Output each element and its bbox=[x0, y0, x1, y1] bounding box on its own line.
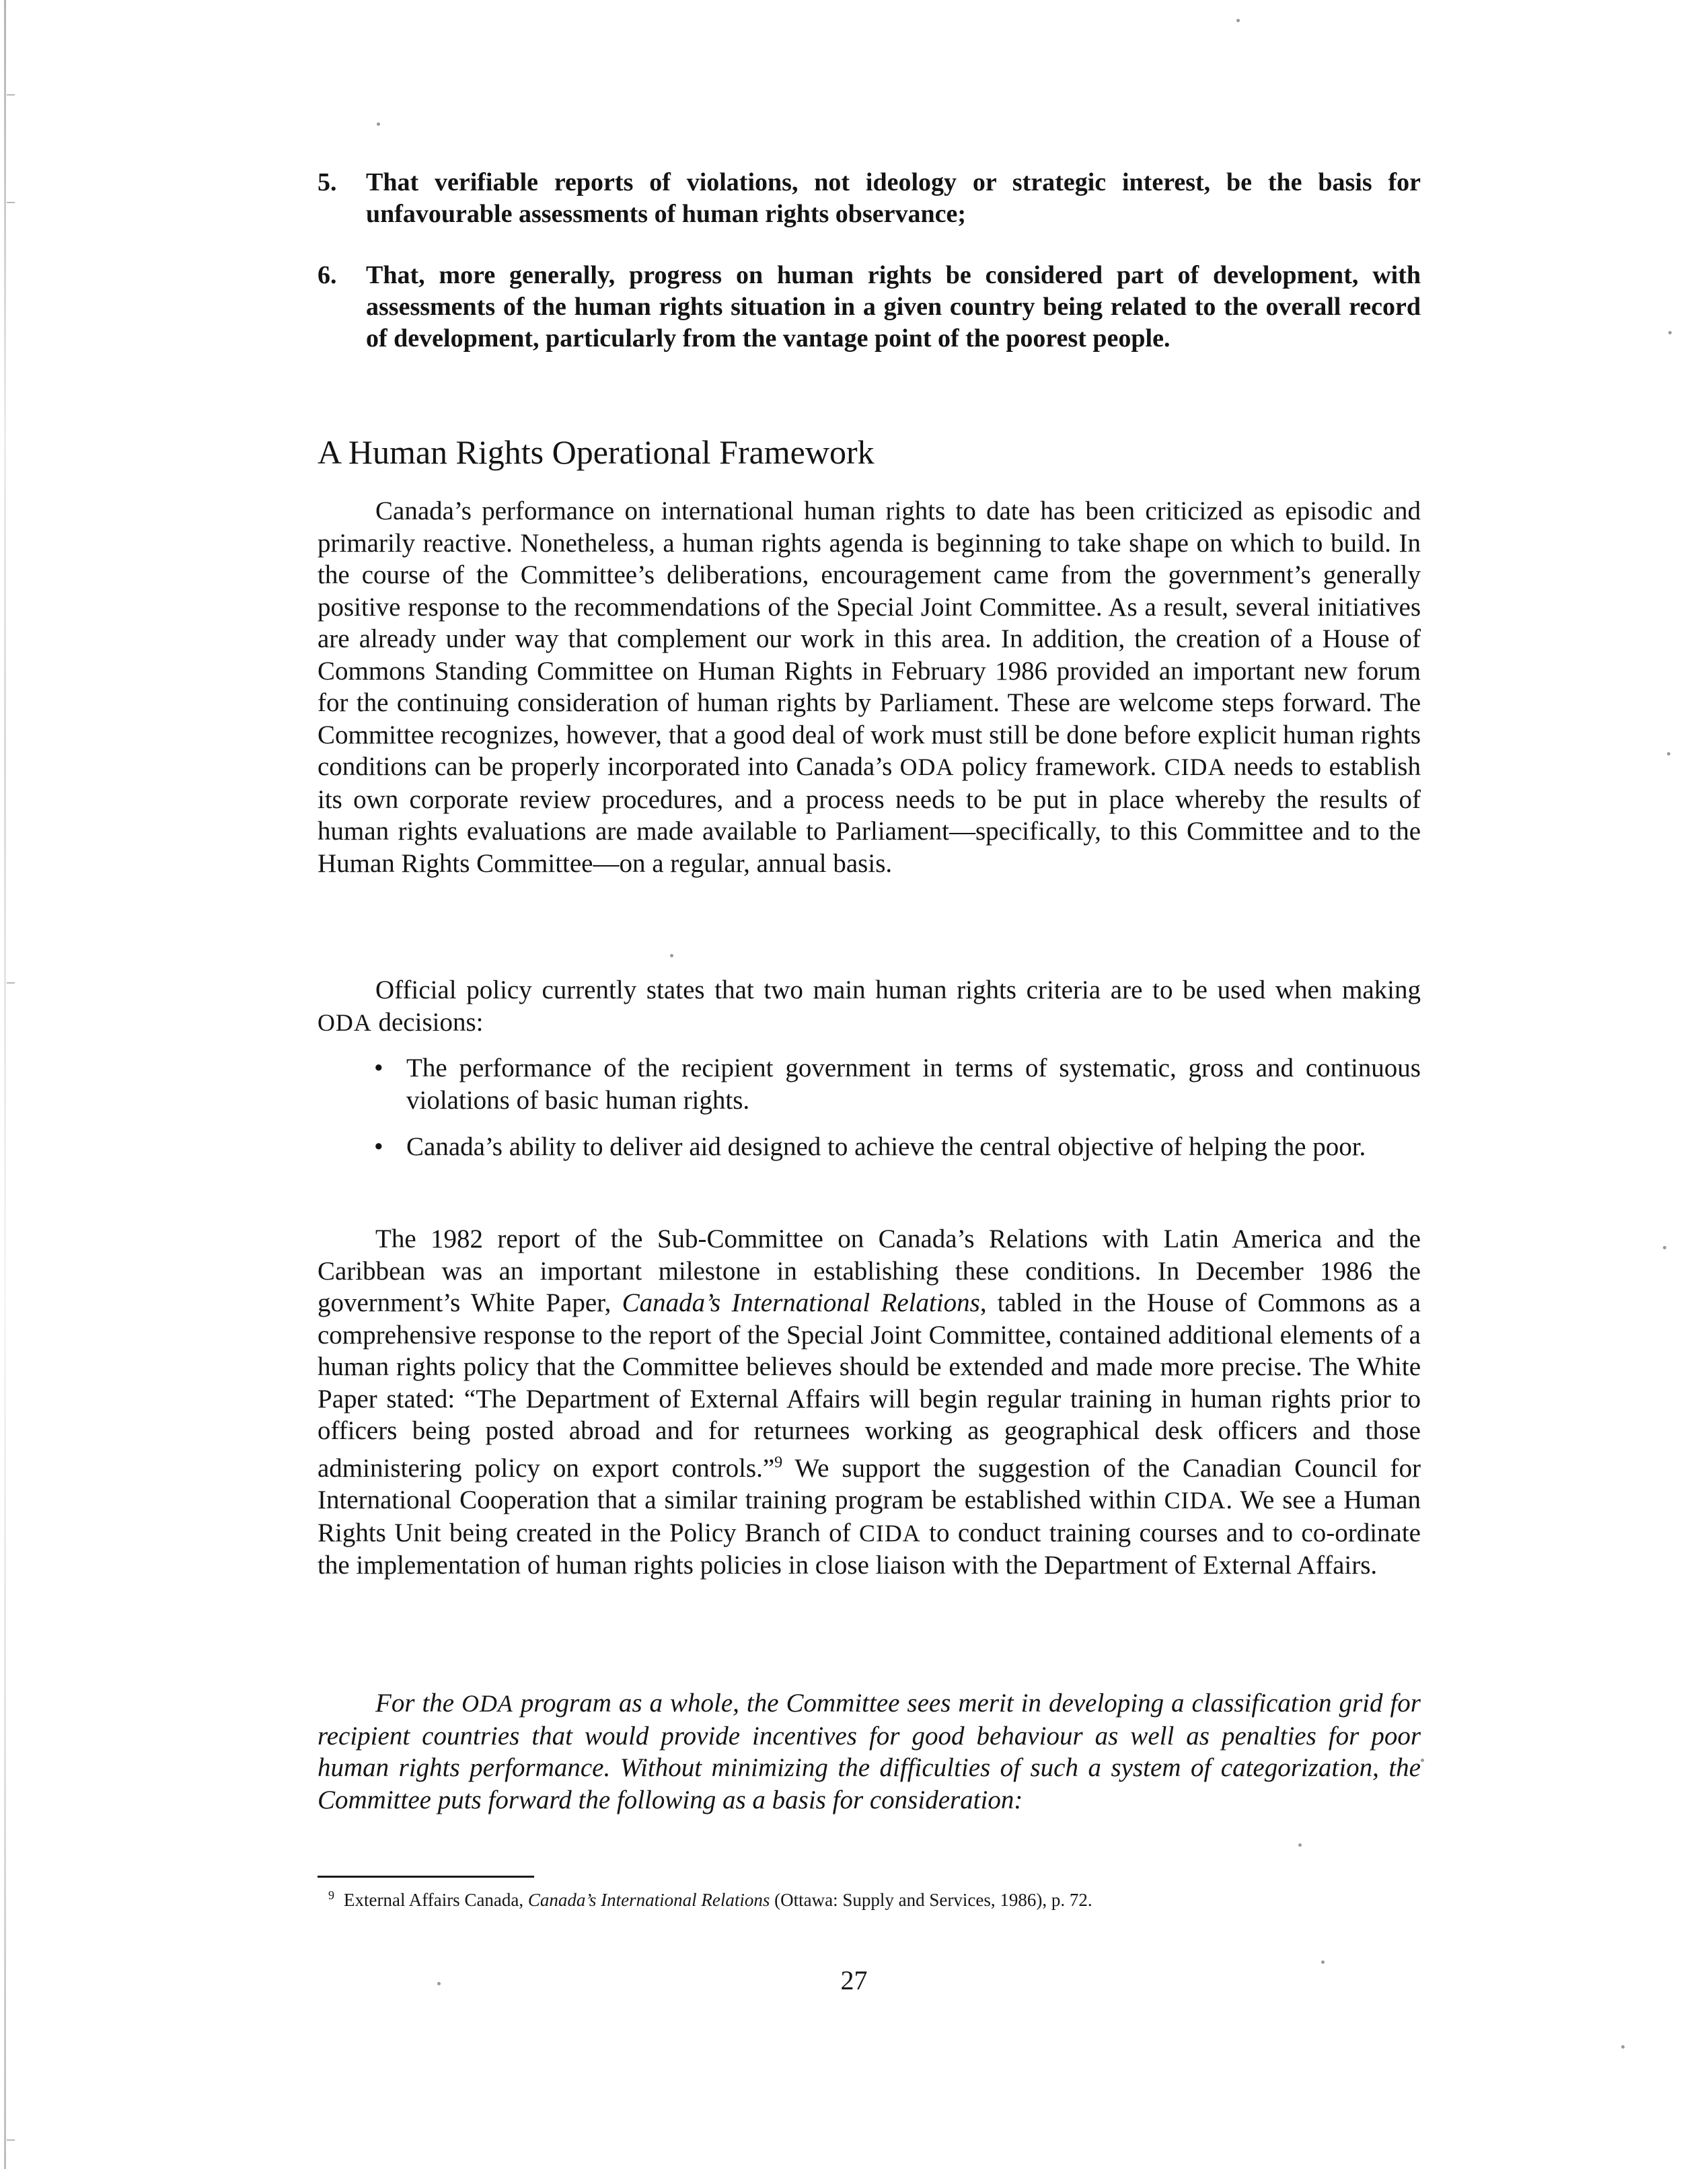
criteria-list bbox=[374, 1052, 1421, 1163]
recommendation-item bbox=[318, 167, 1421, 230]
recommendation-item bbox=[318, 260, 1421, 355]
text-run: External Affairs Canada, bbox=[344, 1890, 528, 1910]
abbreviation: ODA bbox=[318, 1008, 372, 1036]
footnote-rule bbox=[318, 1876, 534, 1878]
scan-speck bbox=[1668, 331, 1672, 334]
scan-speck bbox=[1663, 1246, 1666, 1249]
recommendation-text: That, more generally, progress on human rights be considered part of development, with assessments of the human rights situation in a given country being related to the overall record of development, particularly from the vantage point of the poorest people. bbox=[366, 261, 1421, 353]
footnote-reference[interactable]: 9 bbox=[774, 1453, 783, 1471]
abbreviation: CIDA bbox=[1164, 753, 1226, 780]
list-item bbox=[374, 1131, 1421, 1163]
list-item bbox=[374, 1052, 1421, 1116]
scan-edge-mark bbox=[7, 982, 15, 984]
scan-speck bbox=[670, 954, 673, 957]
scan-edge-mark bbox=[7, 2139, 15, 2141]
scan-speck bbox=[1621, 2045, 1625, 2049]
body-paragraph bbox=[318, 1223, 1421, 1582]
recommendation-text: That verifiable reports of violations, not ideology or strategic interest, be the basis for unfavourable assessments of human rights observance; bbox=[366, 168, 1421, 228]
list-item-text: Canada’s ability to deliver aid designed to achieve the central objective of helping the poor. bbox=[406, 1132, 1366, 1161]
bullet-marker: • bbox=[374, 1054, 383, 1082]
footnote bbox=[318, 1884, 1421, 1911]
text-run: to conduct training courses and to co-ordinate the implementation of human rights policies in close liaison with the Department of External Affairs. bbox=[318, 1518, 1421, 1580]
scan-edge-mark bbox=[7, 202, 15, 203]
text-run: For the bbox=[375, 1689, 462, 1718]
text-run: We support the suggestion of the Canadian Council for International Cooperation that a similar training program be established within bbox=[318, 1453, 1421, 1514]
bullet-marker: • bbox=[374, 1132, 383, 1161]
recommendation-number: 6. bbox=[318, 261, 337, 289]
publication-title: Canada’s International Relations bbox=[622, 1288, 980, 1317]
abbreviation: ODA bbox=[461, 1690, 513, 1717]
body-paragraph-italic bbox=[318, 1687, 1421, 1816]
list-item-text: The performance of the recipient government in terms of systematic, gross and continuous violations of basic human rights. bbox=[406, 1054, 1421, 1115]
scan-speck bbox=[1298, 1843, 1302, 1847]
text-run: Official policy currently states that two main human rights criteria are to be used when making bbox=[375, 976, 1421, 1004]
text-run: program as a whole, the Committee sees merit in developing a classification grid for recipient countries that would provide incentives for good behaviour as well as penalties for poor human rights performance. Without minimizing the difficulties of such a system of categorization, the Committee puts forward the following as a basis for consideration: bbox=[318, 1689, 1421, 1814]
scan-speck bbox=[1321, 1960, 1325, 1964]
body-paragraph bbox=[318, 495, 1421, 879]
scan-speck bbox=[1421, 1759, 1424, 1762]
text-run: policy framework. bbox=[954, 752, 1164, 781]
abbreviation: ODA bbox=[899, 753, 955, 780]
abbreviation: CIDA bbox=[1164, 1487, 1226, 1514]
text-run: The 1982 report of the Sub-Committee on Canada’s Relations with Latin America and the Caribbean was an important milestone in establishing these conditions. In December 1986 the government’s White Paper, bbox=[318, 1224, 1421, 1317]
page-number: 27 bbox=[840, 1965, 868, 1995]
text-run: needs to establish its own corporate review procedures, and a process needs to be put in place whereby the results of human rights evaluations are made available to Parliament—specifically, to this Committee and to the Human Rights Committee—on a regular, annual basis. bbox=[318, 752, 1421, 878]
section-heading: A Human Rights Operational Framework bbox=[318, 433, 875, 471]
text-run: (Ottawa: Supply and Services, 1986), p. 72. bbox=[770, 1890, 1092, 1910]
publication-title: Canada’s International Relations bbox=[527, 1890, 770, 1910]
scan-speck bbox=[377, 122, 380, 126]
scan-edge-mark bbox=[7, 94, 15, 96]
footnote-marker: 9 bbox=[328, 1888, 334, 1902]
scan-speck bbox=[1667, 752, 1670, 756]
recommendation-number: 5. bbox=[318, 168, 337, 196]
scan-speck bbox=[1236, 19, 1240, 22]
text-run: . We see a Human Rights Unit being created in the Policy Branch of bbox=[318, 1485, 1421, 1547]
scan-edge-line bbox=[4, 0, 6, 2169]
text-run: Canada’s performance on international human rights to date has been criticized as episodic and primarily reactive. Nonetheless, a human rights agenda is beginning to take shape on which to build. In the course of the Committee’s deliberations, encouragement came from the government’s generally positive response to the recommendations of the Special Joint Committee. As a result, several initiatives are already under way that complement our work in this area. In addition, the creation of a House of Commons Standing Committee on Human Rights in February 1986 provided an important new forum for the continuing consideration of human rights by Parliament. These are welcome steps forward. The Committee recognizes, however, that a good deal of work must still be done before explicit human rights conditions can be properly incorporated into Canada’s bbox=[318, 497, 1421, 781]
body-paragraph bbox=[318, 974, 1421, 1039]
abbreviation: CIDA bbox=[859, 1519, 921, 1547]
text-run: decisions: bbox=[371, 1007, 484, 1037]
text-run: , tabled in the House of Commons as a comprehensive response to the report of the Special Joint Committee, contained additional elements of a human rights policy that the Committee believes should be extended and made more precise. The White Paper stated: “The Department of External Affairs will begin regular training in human rights prior to officers being posted abroad and for returnees working as geographical desk officers and those administering policy on export controls.” bbox=[318, 1288, 1421, 1483]
